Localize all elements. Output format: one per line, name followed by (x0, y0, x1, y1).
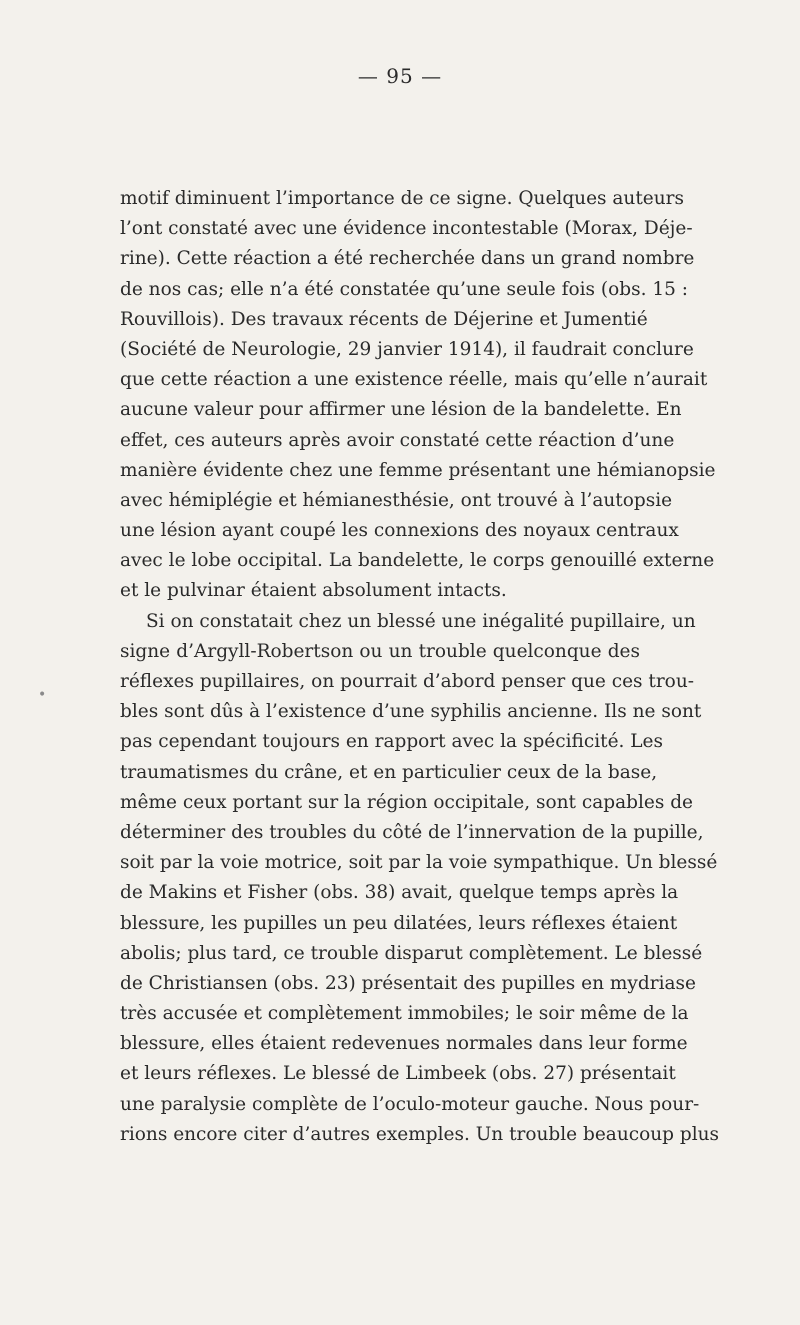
text-line: très accusée et complètement immobiles; le soir même de la (120, 1003, 689, 1025)
text-line: (Société de Neurologie, 29 janvier 1914), il faudrait conclure (120, 338, 694, 360)
text-line: blessure, les pupilles un peu dilatées, leurs réflexes étaient (120, 912, 678, 934)
text-line: l’ont constaté avec une évidence incontestable (Morax, Déje- (120, 218, 693, 240)
text-line: pas cependant toujours en rapport avec la spécificité. Les (120, 731, 664, 753)
text-line: abolis; plus tard, ce trouble disparut complètement. Le blessé (120, 942, 703, 964)
text-line: aucune valeur pour affirmer une lésion de la bandelette. En (120, 399, 682, 421)
paragraph-2 (120, 607, 720, 1150)
text-line: rine). Cette réaction a été recherchée dans un grand nombre (120, 248, 695, 270)
text-line: bles sont dûs à l’existence d’une syphilis ancienne. Ils ne sont (120, 701, 702, 723)
text-line: traumatismes du crâne, et en particulier ceux de la base, (120, 761, 658, 783)
text-line: même ceux portant sur la région occipitale, sont capables de (120, 791, 693, 813)
text-line: que cette réaction a une existence réelle, mais qu’elle n’aurait (120, 369, 708, 391)
text-line: et le pulvinar étaient absolument intacts. (120, 580, 507, 602)
text-line: réflexes pupillaires, on pourrait d’abord penser que ces trou- (120, 671, 694, 692)
text-line: manière évidente chez une femme présentant une hémianopsie (120, 459, 716, 481)
text-line: de nos cas; elle n’a été constatée qu’une seule fois (obs. 15 : (120, 278, 688, 300)
text-line: avec le lobe occipital. La bandelette, le corps genouillé externe (120, 550, 715, 572)
text-line: blessure, elles étaient redevenues normales dans leur forme (120, 1033, 688, 1055)
text-line: de Makins et Fisher (obs. 38) avait, quelque temps après la (120, 882, 679, 904)
text-line: signe d’Argyll-Robertson ou un trouble quelconque des (120, 640, 640, 662)
text-line: une lésion ayant coupé les connexions des noyaux centraux (120, 520, 679, 542)
text-line: motif diminuent l’importance de ce signe. Quelques auteurs (120, 188, 684, 209)
text-line: avec hémiplégie et hémianesthésie, ont trouvé à l’autopsie (120, 489, 673, 511)
text-line: Rouvillois). Des travaux récents de Déjerine et Jumentié (120, 308, 648, 330)
text-line: et leurs réflexes. Le blessé de Limbeek (obs. 27) présentait (120, 1063, 676, 1085)
body-text (120, 184, 720, 1150)
text-line: déterminer des troubles du côté de l’innervation de la pupille, (120, 821, 704, 843)
margin-mark: • (38, 687, 47, 703)
text-line: effet, ces auteurs après avoir constaté cette réaction d’une (120, 429, 675, 451)
text-line: une paralysie complète de l’oculo-moteur gauche. Nous pour- (120, 1093, 700, 1115)
page-number: — 95 — (357, 64, 443, 88)
text-line: rions encore citer d’autres exemples. Un trouble beaucoup plus (120, 1123, 720, 1145)
paragraph-1 (120, 184, 716, 607)
text-line: de Christiansen (obs. 23) présentait des pupilles en mydriase (120, 972, 696, 994)
text-line: Si on constatait chez un blessé une inégalité pupillaire, un (146, 610, 696, 632)
text-line: soit par la voie motrice, soit par la voie sympathique. Un blessé (120, 852, 718, 874)
